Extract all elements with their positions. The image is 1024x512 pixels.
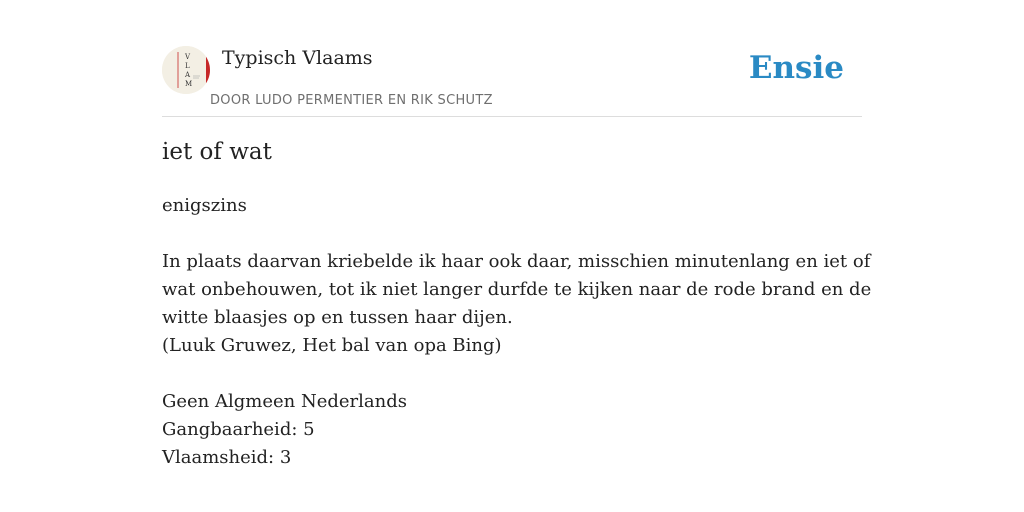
- book-authors: DOOR LUDO PERMENTIER EN RIK SCHUTZ: [210, 93, 493, 108]
- brand-logo-link[interactable]: Ensie: [748, 50, 844, 86]
- svg-text:M: M: [185, 80, 193, 88]
- svg-text:V: V: [185, 53, 191, 61]
- entry-definition: enigszins: [162, 195, 247, 216]
- entry-gangbaarheid: Gangbaarheid: 5: [162, 419, 315, 440]
- book-title[interactable]: Typisch Vlaams: [222, 47, 373, 69]
- entry-example: In plaats daarvan kriebelde ik haar ook daar, misschien minutenlang en iet of wat onbehouwen, tot ik niet langer durfde te kijken naar de rode brand en de witte blaasjes op en tussen haar dijen.: [162, 251, 872, 328]
- book-cover-icon[interactable]: [162, 46, 210, 94]
- site-header: [162, 46, 862, 117]
- entry-vlaamsheid: Vlaamsheid: 3: [162, 447, 292, 468]
- entry-standard-note: Geen Algmeen Nederlands: [162, 391, 407, 412]
- paragraph-gap: [162, 360, 882, 388]
- entry-title: iet of wat: [162, 139, 272, 165]
- entry-source: (Luuk Gruwez, Het bal van opa Bing): [162, 335, 502, 356]
- svg-text:L: L: [185, 62, 190, 70]
- entry-body: [162, 192, 882, 472]
- svg-text:A: A: [185, 71, 191, 79]
- paragraph-gap: [162, 220, 882, 248]
